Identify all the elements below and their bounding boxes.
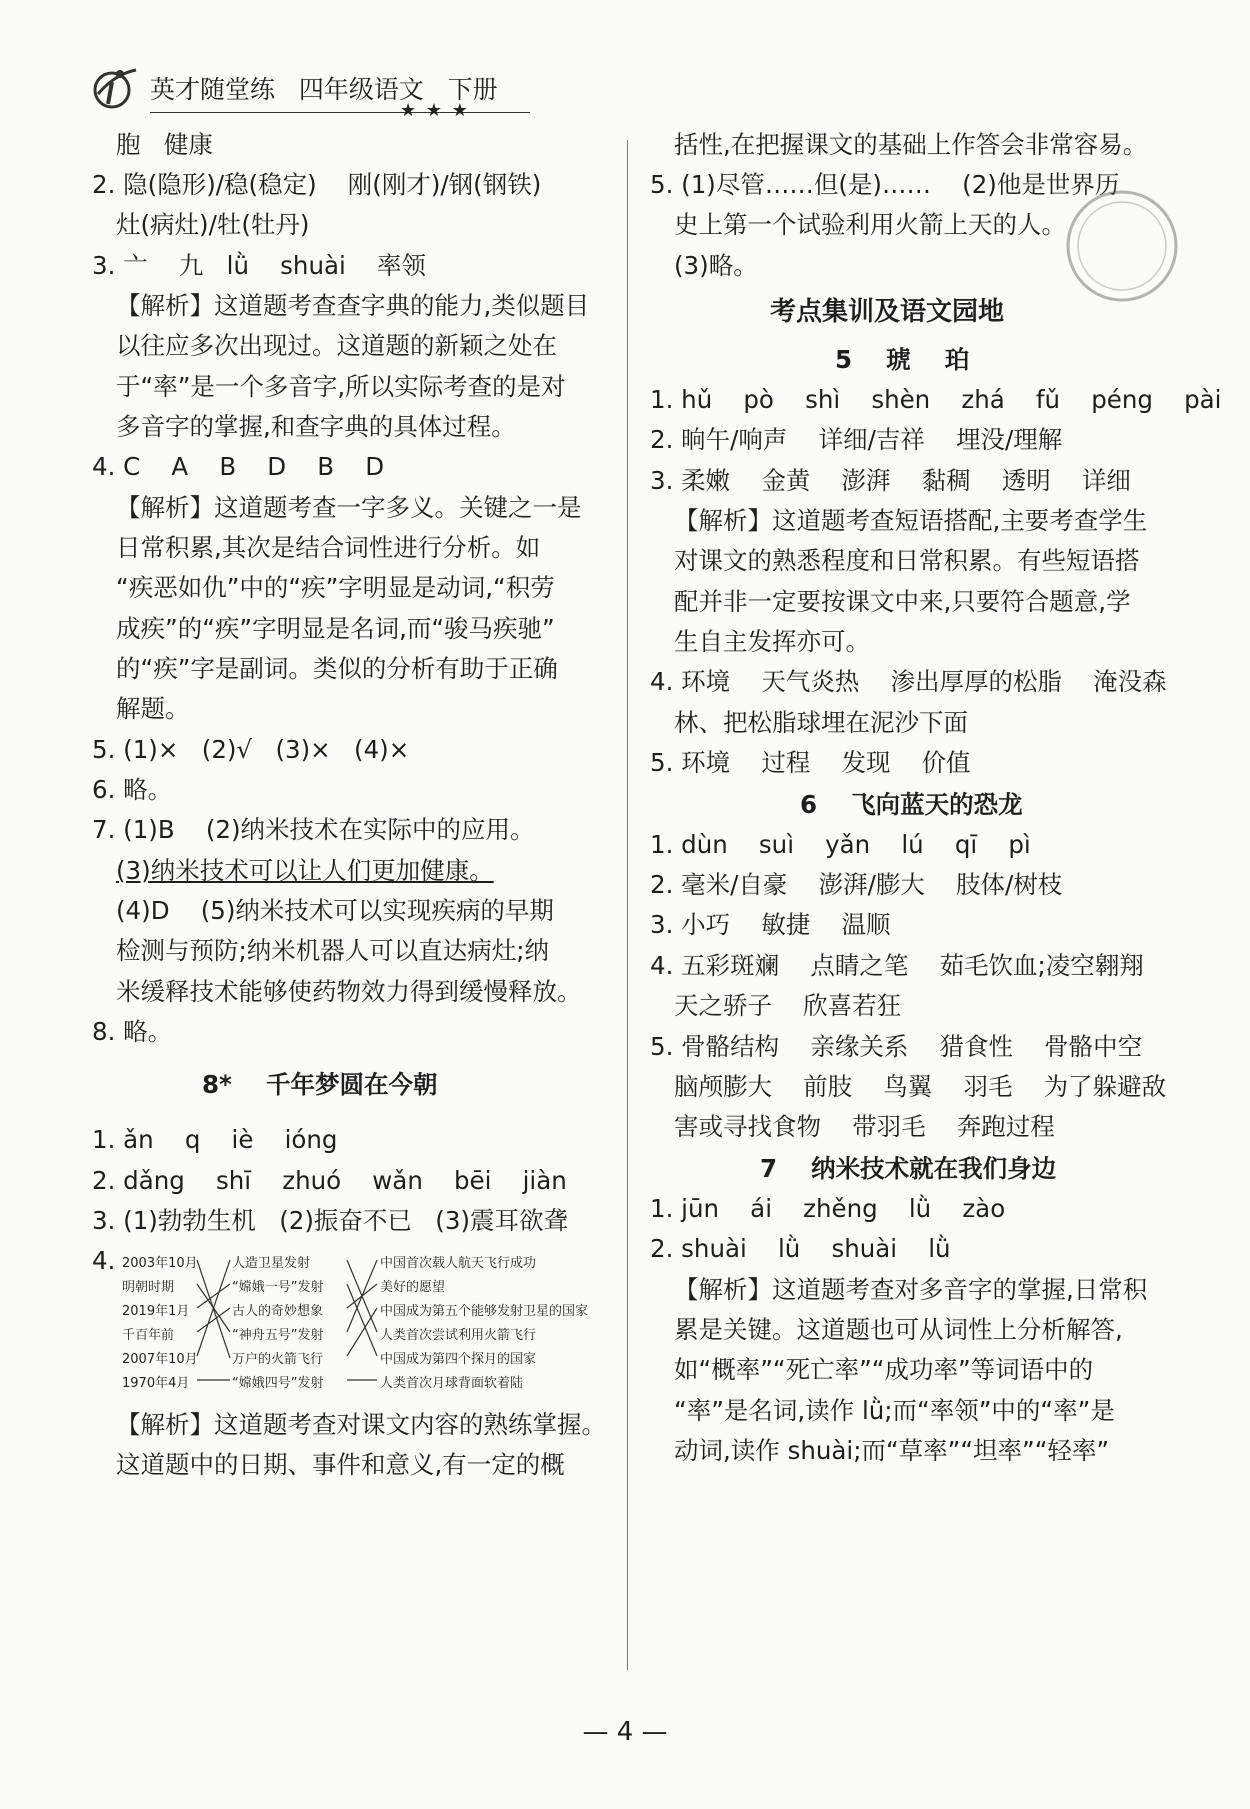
analysis-line: 生自主发挥亦可。: [674, 627, 870, 656]
match-date: 1970年4月: [122, 1376, 190, 1391]
match-event: “嫦娥四号”发射: [232, 1376, 324, 1391]
stamp-icon: [1062, 186, 1182, 306]
answer-line: 2. 隐(隐形)/稳(稳定) 刚(刚才)/钢(钢铁): [92, 170, 542, 199]
answer-line: 6. 略。: [92, 775, 173, 804]
answer-line-underlined: (3)纳米技术可以让人们更加健康。: [116, 856, 494, 885]
header-title: 英才随堂练 四年级语文 下册: [150, 75, 498, 104]
answer-line: 天之骄子 欣喜若狂: [674, 991, 902, 1020]
answer-line: 1. jūn ái zhěng lǜ zào: [650, 1194, 1006, 1223]
answer-line: (4)D (5)纳米技术可以实现疾病的早期: [116, 896, 554, 925]
answer-line: 胞 健康: [116, 130, 213, 159]
match-meaning: 中国首次载人航天飞行成功: [380, 1256, 537, 1271]
analysis-line: 于“率”是一个多音字,所以实际考查的是对: [116, 372, 566, 401]
analysis-line: 解题。: [116, 694, 190, 723]
match-meaning: 美好的愿望: [380, 1280, 446, 1295]
page-header: [90, 62, 530, 122]
analysis-line: 配并非一定要按课文中来,只要符合题意,学: [674, 587, 1131, 616]
answer-line: 1. ǎn q iè ióng: [92, 1125, 338, 1154]
matching-diagram: [122, 1248, 592, 1398]
answer-line: 3. 亠 九 lǜ shuài 率领: [92, 251, 426, 280]
match-event: 人造卫星发射: [232, 1256, 311, 1271]
match-meaning: 中国成为第五个能够发射卫星的国家: [380, 1304, 589, 1319]
match-date: 2019年1月: [122, 1304, 190, 1319]
answer-line: (3)略。: [674, 251, 758, 280]
analysis-line: 多音字的掌握,和查字典的具体过程。: [116, 412, 516, 441]
column-divider: [627, 140, 628, 1670]
analysis-line: “疾恶如仇”中的“疾”字明显是动词,“积劳: [116, 573, 555, 602]
analysis-line: 以往应多次出现过。这道题的新颖之处在: [116, 331, 557, 360]
analysis-line: 这道题中的日期、事件和意义,有一定的概: [116, 1450, 565, 1479]
answer-line: 2. 毫米/自豪 澎湃/膨大 肢体/树枝: [650, 870, 1063, 899]
match-meaning: 人类首次月球背面软着陆: [380, 1376, 524, 1391]
analysis-line: 【解析】这道题考查对多音字的掌握,日常积: [674, 1275, 1148, 1304]
answer-line: 5. (1)× (2)√ (3)× (4)×: [92, 735, 410, 764]
analysis-line: 动词,读作 shuài;而“草率”“坦率”“轻率”: [674, 1436, 1110, 1465]
lesson-heading: 5 琥 珀: [835, 345, 970, 374]
match-date: 2007年10月: [122, 1352, 198, 1367]
match-date: 千百年前: [122, 1328, 175, 1343]
page-number: — 4 —: [582, 1717, 668, 1747]
analysis-line: 累是关键。这道题也可从词性上分析解答,: [674, 1315, 1123, 1344]
answer-line: 3. (1)勃勃生机 (2)振奋不已 (3)震耳欲聋: [92, 1206, 569, 1235]
answer-line: 4.: [92, 1246, 116, 1275]
answer-line: 米缓释技术能够使药物效力得到缓慢释放。: [116, 977, 582, 1006]
lesson-heading: 7 纳米技术就在我们身边: [760, 1154, 1057, 1183]
analysis-line: 【解析】这道题考查查字典的能力,类似题目: [116, 291, 590, 320]
lesson-heading: 8* 千年梦圆在今朝: [202, 1070, 438, 1099]
answer-line: 5. 骨骼结构 亲缘关系 猎食性 骨骼中空: [650, 1032, 1143, 1061]
answer-line: 林、把松脂球埋在泥沙下面: [674, 708, 968, 737]
analysis-line: 的“疾”字是副词。类似的分析有助于正确: [116, 654, 558, 683]
answer-line: 史上第一个试验利用火箭上天的人。: [674, 210, 1066, 239]
answer-line: 灶(病灶)/牡(牡丹): [116, 210, 310, 239]
book-logo-icon: [90, 64, 140, 110]
match-date: 明朝时期: [122, 1280, 175, 1295]
analysis-line: 日常积累,其次是结合词性进行分析。如: [116, 533, 541, 562]
stars-decoration: ★ ★ ★: [400, 100, 470, 121]
analysis-line: 对课文的熟悉程度和日常积累。有些短语搭: [674, 546, 1140, 575]
match-meaning: 中国成为第四个探月的国家: [380, 1352, 537, 1367]
analysis-line: 【解析】这道题考查对课文内容的熟练掌握。: [116, 1410, 606, 1439]
answer-line: 1. hǔ pò shì shèn zhá fǔ péng pài: [650, 385, 1222, 414]
lesson-heading: 6 飞向蓝天的恐龙: [800, 790, 1023, 819]
section-heading: 考点集训及语文园地: [770, 297, 1005, 327]
match-date: 2003年10月: [122, 1256, 198, 1271]
answer-line: 2. shuài lǜ shuài lǜ: [650, 1234, 951, 1263]
match-meaning: 人类首次尝试利用火箭飞行: [380, 1328, 537, 1343]
answer-line: 脑颅膨大 前肢 鸟翼 羽毛 为了躲避敌: [674, 1072, 1167, 1101]
answer-line: 4. C A B D B D: [92, 452, 385, 481]
analysis-line: “率”是名词,读作 lǜ;而“率领”中的“率”是: [674, 1396, 1115, 1425]
answer-line: 3. 小巧 敏捷 温顺: [650, 910, 891, 939]
answer-line: 4. 五彩斑斓 点睛之笔 茹毛饮血;凌空翱翔: [650, 951, 1144, 980]
answer-line: 1. dùn suì yǎn lú qī pì: [650, 830, 1031, 859]
match-event: “嫦娥一号”发射: [232, 1280, 324, 1295]
analysis-line: 【解析】这道题考查一字多义。关键之一是: [116, 493, 582, 522]
match-event: 万户的火箭飞行: [232, 1352, 324, 1367]
answer-line: 2. 晌午/响声 详细/吉祥 埋没/理解: [650, 425, 1063, 454]
answer-line: 检测与预防;纳米机器人可以直达病灶;纳: [116, 936, 550, 965]
answer-line: 7. (1)B (2)纳米技术在实际中的应用。: [92, 815, 535, 844]
answer-line: 8. 略。: [92, 1017, 173, 1046]
header-rule: [150, 112, 530, 113]
answer-line: 5. (1)尽管……但(是)…… (2)他是世界历: [650, 170, 1120, 199]
answer-line: 4. 环境 天气炎热 渗出厚厚的松脂 淹没森: [650, 667, 1167, 696]
answer-line: 5. 环境 过程 发现 价值: [650, 748, 971, 777]
analysis-line: 成疾”的“疾”字明显是名词,而“骏马疾驰”: [116, 614, 555, 643]
answer-line: 3. 柔嫩 金黄 澎湃 黏稠 透明 详细: [650, 466, 1131, 495]
analysis-line: 如“概率”“死亡率”“成功率”等词语中的: [674, 1355, 1094, 1384]
match-event: “神舟五号”发射: [232, 1328, 324, 1343]
answer-line: 害或寻找食物 带羽毛 奔跑过程: [674, 1112, 1055, 1141]
match-event: 古人的奇妙想象: [232, 1304, 324, 1319]
analysis-line: 括性,在把握课文的基础上作答会非常容易。: [674, 130, 1148, 159]
analysis-line: 【解析】这道题考查短语搭配,主要考查学生: [674, 506, 1148, 535]
answer-line: 2. dǎng shī zhuó wǎn bēi jiàn: [92, 1166, 567, 1195]
